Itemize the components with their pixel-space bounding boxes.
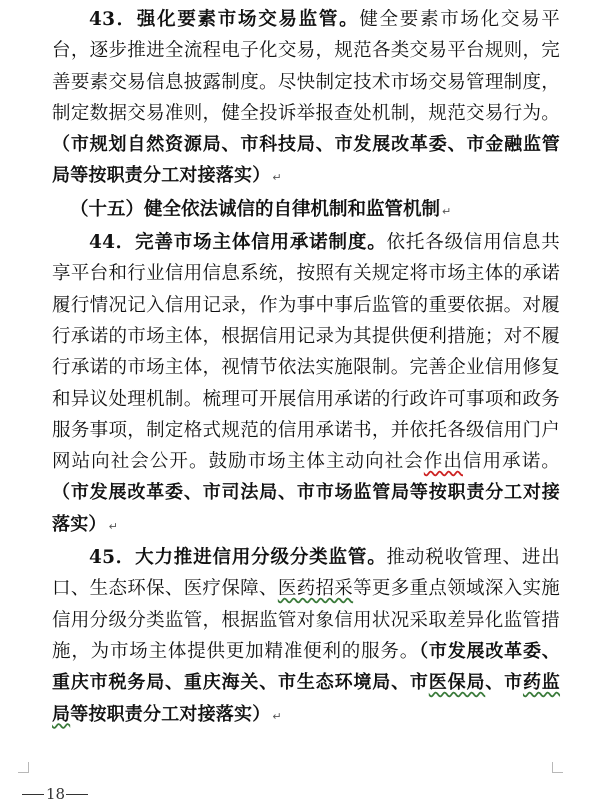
responsible-units-part: 等按职责分工对接落实） (70, 703, 271, 725)
paragraph-44 (52, 227, 560, 542)
item-heading: 强化要素市场交易监管。 (136, 9, 360, 30)
document-body (52, 4, 560, 732)
spellcheck-underlined-text: 作出 (423, 451, 463, 473)
item-body-end: 信用承诺。 (463, 451, 560, 473)
section-title: （十五）健全依法诚信的自律机制和监管机制 (70, 198, 441, 220)
item-number: 44． (89, 232, 136, 254)
item-body: 推动税收管理、进出口、生态环保、医疗保障、 (52, 547, 560, 600)
paragraph-mark-icon: ↵ (272, 709, 282, 723)
grammar-underlined-text: 医保局 (428, 672, 486, 694)
item-number: 43． (89, 9, 137, 30)
page-number: 18 (46, 785, 66, 803)
responsible-units-part: 、市 (485, 672, 523, 694)
paragraph-45 (52, 542, 560, 732)
paragraph-43 (52, 4, 560, 194)
margin-corner-mark-left (18, 762, 29, 773)
responsible-units: （市规划自然资源局、市科技局、市发展改革委、市金融监管局等按职责分工对接落实） (52, 134, 560, 187)
section-heading-15 (52, 194, 560, 227)
paragraph-mark-icon: ↵ (272, 171, 282, 185)
item-body-end: 等更多重点领域深入实施信用分级分类监管，根据监管对象信用状况采取差异化监管措施，为市场主体提供更加精准便利的服务。 (52, 578, 560, 662)
grammar-underlined-text: 医药招采 (277, 578, 354, 600)
item-body: 依托各级信用信息共享平台和行业信用信息系统，按照有关规定将市场主体的承诺履行情况记入信用记录，作为事中事后监管的重要依据。对履行承诺的市场主体，根据信用记录为其提供便利措施；对不履行承诺的市场主体，视情节依法实施限制。完善企业信用修复和异议处理机制。梳理可开展信用承诺的行政许可事项和政务服务事项，制定格式规范的信用承诺书，并依托各级信用门户网站向社会公开。鼓励市场主体主动向社会 (52, 232, 560, 473)
paragraph-mark-icon: ↵ (108, 519, 119, 533)
footer-dash-left (22, 794, 44, 795)
item-heading: 完善市场主体信用承诺制度。 (135, 232, 387, 254)
item-number: 45． (89, 547, 136, 569)
page-footer (0, 784, 120, 806)
paragraph-mark-icon: ↵ (442, 204, 452, 218)
grammar-underlined-text: 药监局 (52, 672, 561, 725)
item-heading: 大力推进信用分级分类监管。 (135, 547, 387, 569)
responsible-units: （市发展改革委、市司法局、市市场监管局等按职责分工对接落实） (52, 482, 560, 535)
margin-corner-mark-right (552, 762, 563, 773)
item-body: 健全要素市场化交易平台，逐步推进全流程电子化交易，规范各类交易平台规则，完善要素交易信息披露制度。尽快制定技术市场交易管理制度，制定数据交易准则，健全投诉举报查处机制，规范交易行为。 (52, 9, 560, 124)
footer-dash-right (66, 794, 88, 795)
responsible-units-part: （市发展改革委、重庆市税务局、重庆海关、市生态环境局、市 (52, 640, 560, 694)
